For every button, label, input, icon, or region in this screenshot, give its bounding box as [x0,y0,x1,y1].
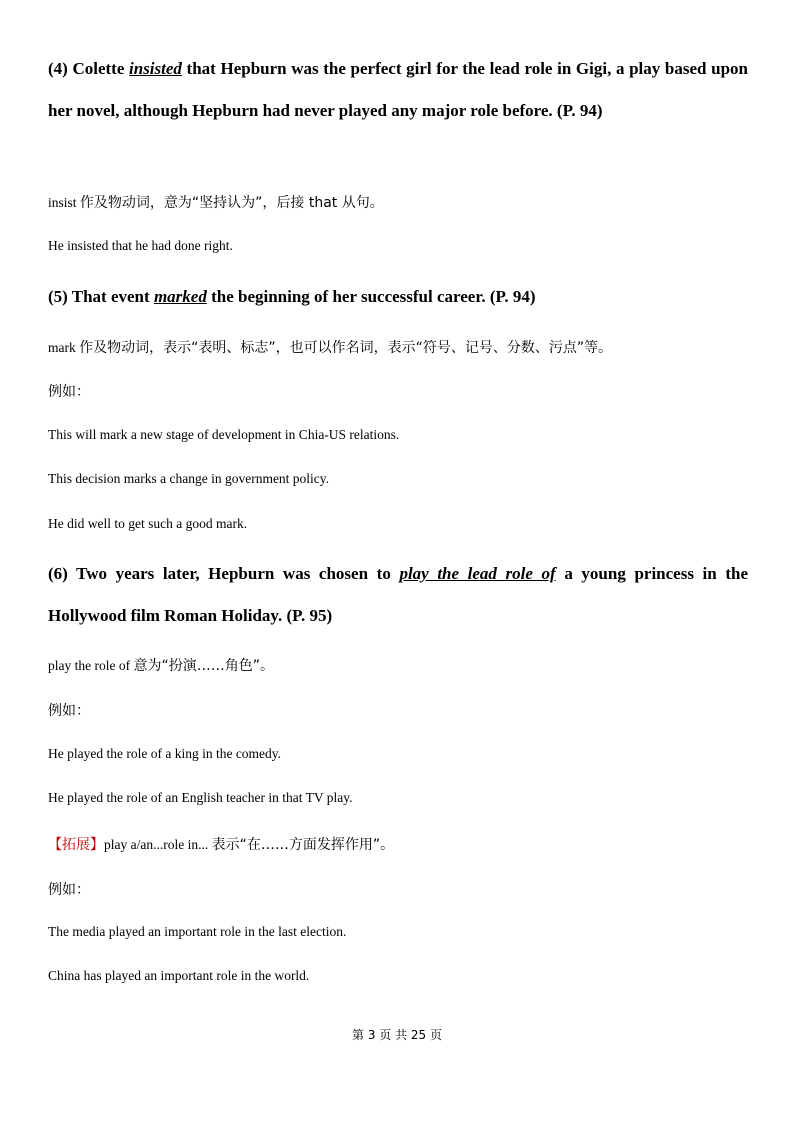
sentence-5-heading [48,276,748,318]
extension-note [48,834,394,854]
sentence-5-note-term: mark [48,340,80,355]
extension-example-2: China has played an important role in the world. [48,968,310,983]
sentence-6-number: (6) Two years later, Hepburn was chosen to [48,564,400,583]
sentence-5-example-2: This decision marks a change in government policy. [48,471,330,486]
sentence-4-keyword: insisted [129,59,182,78]
sentence-6-example-2: He played the role of an English teacher in that TV play. [48,790,353,805]
sentence-6-example-1: He played the role of a king in the comedy. [48,746,282,761]
sentence-6-note-explanation: 意为“扮演……角色”。 [133,658,274,674]
sentence-5-example-1: This will mark a new stage of development in Chia-US relations. [48,427,400,442]
extension-tag: 【拓展】 [48,837,104,853]
sentence-5-keyword: marked [153,287,207,306]
sentence-5-example-3: He did well to get such a good mark. [48,516,248,531]
extension-example-label: 例如： [48,882,90,898]
sentence-5-example-label: 例如： [48,384,90,400]
extension-explanation: 表示“在……方面发挥作用”。 [211,837,395,853]
sentence-5-note [48,337,612,357]
sentence-6-example-label: 例如： [48,703,90,719]
sentence-4-note [48,192,384,212]
sentence-4-text: that Hepburn was the perfect girl for the lead role in Gigi, a play based upon her novel, although Hepburn had never played any major role before. (P. 94) [48,59,748,120]
sentence-4-example-1: He insisted that he had done right. [48,238,233,253]
extension-term: play a/an...role in... [104,837,212,852]
sentence-4-heading [48,48,748,132]
sentence-6-text: a young princess in the Hollywood film Roman Holiday. (P. 95) [48,564,749,625]
sentence-6-note-term: play the role of [48,658,134,673]
extension-example-1: The media played an important role in the last election. [48,924,347,939]
sentence-6-note [48,655,274,675]
page-footer: 第 3 页 共 25 页 [352,1028,442,1042]
sentence-5-text: the beginning of her successful career. (P. 94) [206,287,536,306]
sentence-4-note-term: insist [48,195,80,210]
sentence-4-note-explanation: 作及物动词，意为“坚持认为”，后接 that 从句。 [79,195,384,211]
sentence-5-note-explanation: 作及物动词，表示“表明、标志”，也可以作名词，表示“符号、记号、分数、污点”等。 [79,340,613,356]
sentence-6-keyword: play the lead role of [399,564,556,583]
sentence-5-number: (5) That event [48,287,154,306]
sentence-6-heading [48,553,748,637]
sentence-4-number: (4) Colette [48,59,130,78]
